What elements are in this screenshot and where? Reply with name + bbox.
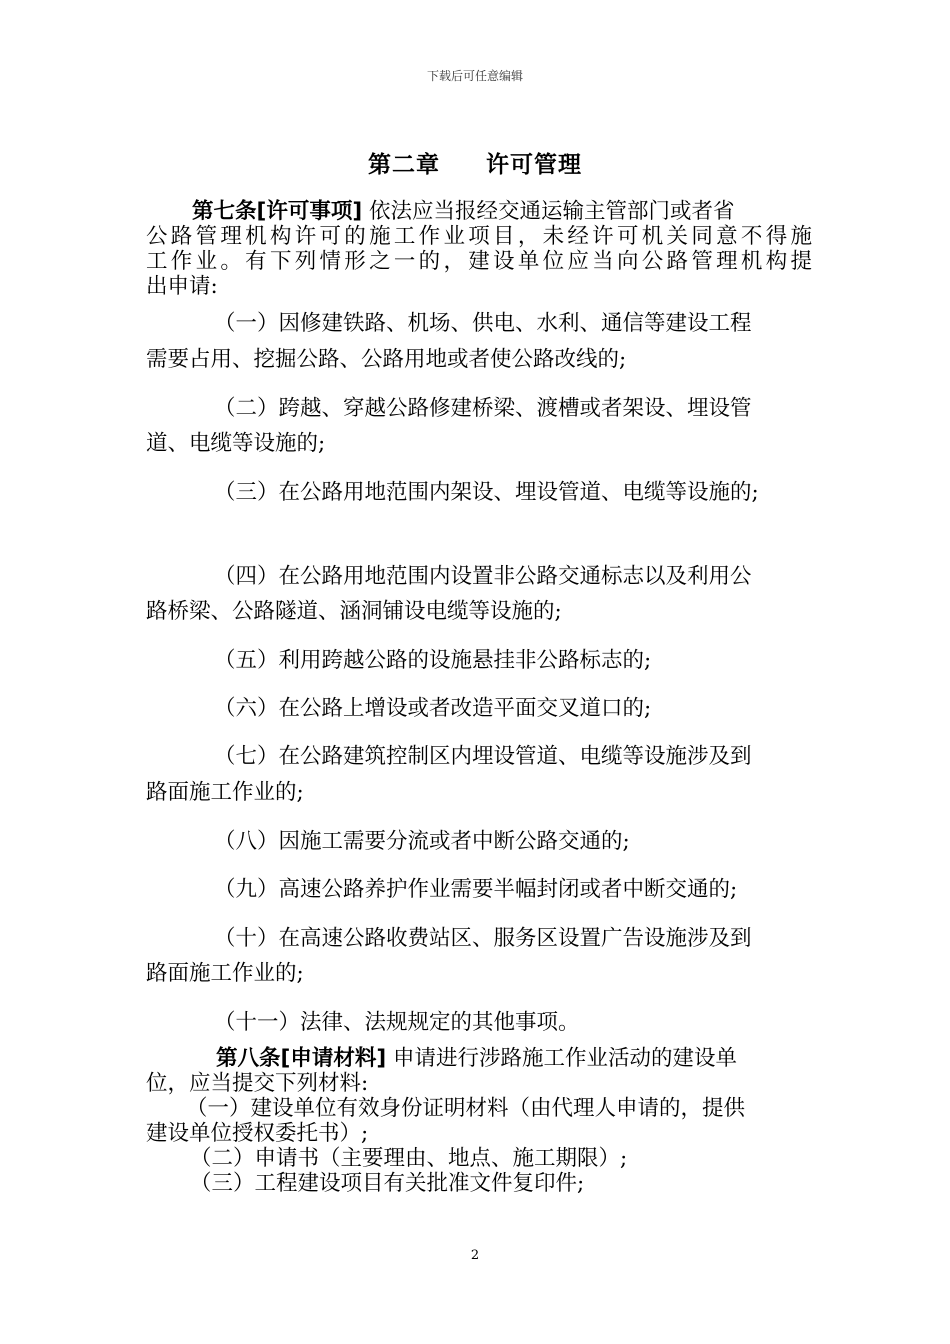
article7-heading: 第七条[许可事项]	[192, 199, 363, 224]
article7-item-11: （十一）法律、法规规定的其他事项。	[214, 1010, 580, 1035]
chapter-number: 第二章	[368, 152, 440, 178]
article7-item-7-line1: （七）在公路建筑控制区内埋设管道、电缆等设施涉及到	[214, 744, 752, 769]
article7-item-2-line1: （二）跨越、穿越公路修建桥梁、渡槽或者架设、埋设管	[214, 396, 752, 421]
article7-line1	[192, 198, 858, 226]
article7-item-5: （五）利用跨越公路的设施悬挂非公路标志的;	[214, 648, 652, 673]
article7-item-6: （六）在公路上增设或者改造平面交叉道口的;	[214, 696, 652, 721]
article7-item-8: （八）因施工需要分流或者中断公路交通的;	[214, 829, 630, 854]
page-number: 2	[470, 1248, 480, 1263]
article8-item-1-line2: 建设单位授权委托书）;	[146, 1121, 369, 1146]
article7-item-10-line2: 路面施工作业的;	[146, 961, 304, 986]
article7-intro-2: 公路管理机构许可的施工作业项目，未经许可机关同意不得施	[146, 224, 812, 249]
article7-intro-3: 工作业。有下列情形之一的，建设单位应当向公路管理机构提	[146, 249, 812, 274]
article8-heading: 第八条[申请材料]	[216, 1046, 387, 1071]
article7-intro-4: 出申请:	[146, 274, 218, 299]
article7-item-1-line2: 需要占用、挖掘公路、公路用地或者使公路改线的;	[146, 347, 627, 372]
article8-line1	[216, 1045, 882, 1073]
chapter-title	[0, 146, 950, 179]
article7-item-10-line1: （十）在高速公路收费站区、服务区设置广告设施涉及到	[214, 926, 752, 951]
article8-item-3: （三）工程建设项目有关批准文件复印件;	[190, 1171, 585, 1196]
article7-item-9: （九）高速公路养护作业需要半幅封闭或者中断交通的;	[214, 877, 738, 902]
article7-intro-1: 依法应当报经交通运输主管部门或者省	[369, 199, 735, 224]
article8-intro-1: 申请进行涉路施工作业活动的建设单	[393, 1046, 738, 1071]
article8-item-1-line1: （一）建设单位有效身份证明材料（由代理人申请的，提供	[186, 1096, 746, 1121]
article8-item-2: （二）申请书（主要理由、地点、施工期限）;	[190, 1146, 628, 1171]
article7-item-4-line2: 路桥梁、公路隧道、涵洞铺设电缆等设施的;	[146, 599, 562, 624]
chapter-name: 许可管理	[486, 152, 582, 178]
article8-intro-2: 位，应当提交下列材料:	[146, 1071, 369, 1096]
article7-item-3: （三）在公路用地范围内架设、埋设管道、电缆等设施的;	[214, 480, 759, 505]
article7-item-7-line2: 路面施工作业的;	[146, 780, 304, 805]
article7-item-2-line2: 道、电缆等设施的;	[146, 431, 326, 456]
article7-item-4-line1: （四）在公路用地范围内设置非公路交通标志以及利用公	[214, 564, 752, 589]
page-header-note: 下载后可任意编辑	[426, 69, 523, 83]
article7-item-1-line1: （一）因修建铁路、机场、供电、水利、通信等建设工程	[214, 311, 752, 336]
